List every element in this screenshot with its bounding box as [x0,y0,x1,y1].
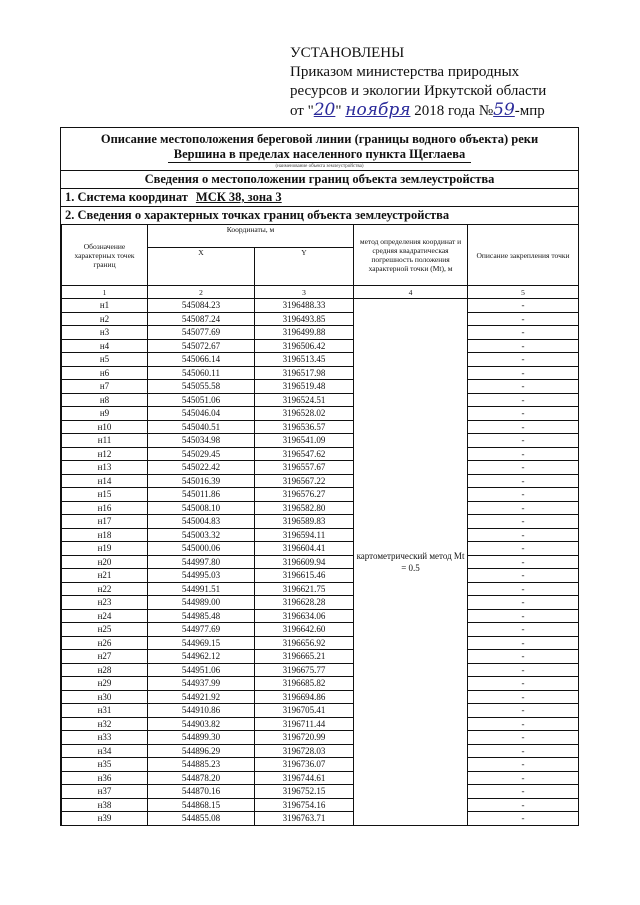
point-id: н10 [62,420,148,434]
point-x: 544985.48 [148,609,255,623]
table-row [62,461,579,475]
point-fixing: - [468,299,579,313]
point-id: н28 [62,663,148,677]
table-row [62,812,579,826]
table-row [62,704,579,718]
table-row [62,569,579,583]
point-id: н15 [62,488,148,502]
point-y: 3196524.51 [255,393,354,407]
table-row [62,528,579,542]
point-y: 3196499.88 [255,326,354,340]
point-fixing: - [468,353,579,367]
point-id: н3 [62,326,148,340]
point-id: н19 [62,542,148,556]
point-y: 3196642.60 [255,623,354,637]
table-row [62,393,579,407]
point-id: н14 [62,474,148,488]
table-row [62,380,579,394]
date-year: 2018 года № [414,103,494,119]
point-y: 3196752.15 [255,785,354,799]
date-prefix: от " [290,103,314,119]
point-x: 545072.67 [148,339,255,353]
point-x: 544962.12 [148,650,255,664]
table-row [62,758,579,772]
title-line-1: Описание местоположения береговой линии (границы водного объекта) реки [100,132,539,146]
title-line-2: Вершина в пределах населенного пункта Щеглаева [168,147,471,163]
point-id: н33 [62,731,148,745]
point-x: 545008.10 [148,501,255,515]
point-y: 3196547.62 [255,447,354,461]
point-y: 3196582.80 [255,501,354,515]
point-id: н4 [62,339,148,353]
point-x: 544910.86 [148,704,255,718]
point-fixing: - [468,542,579,556]
points-table [61,224,579,826]
table-row [62,447,579,461]
point-x: 545029.45 [148,447,255,461]
point-fixing: - [468,366,579,380]
point-y: 3196589.83 [255,515,354,529]
coord-system-label: 1. Система координат [65,190,188,204]
table-row [62,636,579,650]
point-fixing: - [468,393,579,407]
approval-stamp [290,44,546,121]
point-x: 544995.03 [148,569,255,583]
table-row [62,785,579,799]
point-x: 544855.08 [148,812,255,826]
point-fixing: - [468,501,579,515]
point-y: 3196634.06 [255,609,354,623]
point-x: 545066.14 [148,353,255,367]
point-x: 544951.06 [148,663,255,677]
document-sheet [60,127,579,826]
table-row [62,420,579,434]
table-row [62,623,579,637]
point-id: н9 [62,407,148,421]
order-number: 59 [493,100,515,120]
point-id: н32 [62,717,148,731]
point-id: н21 [62,569,148,583]
point-y: 3196763.71 [255,812,354,826]
point-id: н5 [62,353,148,367]
method-cell: картометрический метод Mt = 0.5 [354,299,468,826]
point-y: 3196513.45 [255,353,354,367]
header-coordinates: Координаты, м [148,225,354,248]
order-suffix: -мпр [514,103,545,119]
point-y: 3196506.42 [255,339,354,353]
point-x: 544997.80 [148,555,255,569]
point-x: 544989.00 [148,596,255,610]
header-method: метод определения координат и средняя квадратическая погрешность положения характерной точки (Mt), м [354,225,468,286]
table-row [62,488,579,502]
table-row [62,744,579,758]
point-id: н29 [62,677,148,691]
point-y: 3196665.21 [255,650,354,664]
point-fixing: - [468,569,579,583]
table-row [62,515,579,529]
point-fixing: - [468,461,579,475]
table-row [62,299,579,313]
point-y: 3196728.03 [255,744,354,758]
header-designation: Обозначение характерных точек границ [62,225,148,286]
table-row [62,731,579,745]
header-fixing: Описание закрепления точки [468,225,579,286]
point-x: 544896.29 [148,744,255,758]
point-x: 545060.11 [148,366,255,380]
point-id: н34 [62,744,148,758]
point-x: 544885.23 [148,758,255,772]
table-row [62,326,579,340]
point-id: н37 [62,785,148,799]
point-fixing: - [468,312,579,326]
point-x: 544903.82 [148,717,255,731]
point-x: 544937.99 [148,677,255,691]
table-row [62,366,579,380]
point-y: 3196519.48 [255,380,354,394]
point-fixing: - [468,407,579,421]
point-y: 3196615.46 [255,569,354,583]
point-fixing: - [468,690,579,704]
point-fixing: - [468,596,579,610]
point-y: 3196567.22 [255,474,354,488]
point-fixing: - [468,339,579,353]
table-row [62,312,579,326]
point-x: 545046.04 [148,407,255,421]
header-x: X [148,248,255,286]
point-x: 545011.86 [148,488,255,502]
table-row [62,650,579,664]
point-fixing: - [468,623,579,637]
point-id: н11 [62,434,148,448]
point-y: 3196675.77 [255,663,354,677]
table-row [62,474,579,488]
point-fixing: - [468,609,579,623]
point-fixing: - [468,704,579,718]
point-y: 3196557.67 [255,461,354,475]
table-row [62,798,579,812]
point-id: н16 [62,501,148,515]
point-y: 3196493.85 [255,312,354,326]
point-x: 544868.15 [148,798,255,812]
point-x: 544878.20 [148,771,255,785]
coord-system-value: МСК 38, зона 3 [195,190,282,204]
point-y: 3196604.41 [255,542,354,556]
point-x: 545040.51 [148,420,255,434]
coord-system-row [61,189,578,207]
table-row [62,339,579,353]
table-row [62,609,579,623]
approval-date-line [290,101,546,121]
table-row [62,542,579,556]
point-y: 3196528.02 [255,407,354,421]
point-x: 544991.51 [148,582,255,596]
approval-line-2: Приказом министерства природных [290,64,520,80]
points-section-label: 2. Сведения о характерных точках границ объекта землеустройства [65,208,450,222]
table-row [62,407,579,421]
point-fixing: - [468,812,579,826]
point-id: н18 [62,528,148,542]
point-id: н1 [62,299,148,313]
table-row [62,353,579,367]
point-y: 3196541.09 [255,434,354,448]
table-row [62,771,579,785]
point-y: 3196488.33 [255,299,354,313]
point-id: н6 [62,366,148,380]
point-id: н26 [62,636,148,650]
point-y: 3196628.28 [255,596,354,610]
point-fixing: - [468,515,579,529]
point-id: н30 [62,690,148,704]
point-y: 3196576.27 [255,488,354,502]
section-header: Сведения о местоположении границ объекта землеустройства [61,171,578,189]
point-id: н27 [62,650,148,664]
point-fixing: - [468,731,579,745]
object-caption: (наименование объекта землеустройства) [61,163,578,171]
point-id: н13 [62,461,148,475]
col-number-1: 1 [62,286,148,299]
point-x: 545084.23 [148,299,255,313]
point-id: н31 [62,704,148,718]
point-fixing: - [468,447,579,461]
col-number-5: 5 [468,286,579,299]
point-id: н24 [62,609,148,623]
table-row [62,596,579,610]
table-row [62,501,579,515]
date-quote: " [335,103,342,119]
point-x: 545051.06 [148,393,255,407]
point-fixing: - [468,555,579,569]
point-fixing: - [468,582,579,596]
point-y: 3196536.57 [255,420,354,434]
point-id: н25 [62,623,148,637]
point-x: 545077.69 [148,326,255,340]
point-x: 545034.98 [148,434,255,448]
point-x: 544870.16 [148,785,255,799]
approval-title: УСТАНОВЛЕНЫ [290,45,405,61]
point-y: 3196685.82 [255,677,354,691]
point-fixing: - [468,474,579,488]
approval-line-3: ресурсов и экологии Иркутской области [290,83,547,99]
point-x: 545087.24 [148,312,255,326]
point-id: н8 [62,393,148,407]
point-fixing: - [468,650,579,664]
point-x: 545022.42 [148,461,255,475]
point-id: н2 [62,312,148,326]
point-fixing: - [468,758,579,772]
point-fixing: - [468,717,579,731]
table-row [62,677,579,691]
point-x: 544969.15 [148,636,255,650]
point-id: н38 [62,798,148,812]
header-y: Y [255,248,354,286]
table-row [62,555,579,569]
point-y: 3196621.75 [255,582,354,596]
point-fixing: - [468,663,579,677]
point-id: н22 [62,582,148,596]
point-x: 545000.06 [148,542,255,556]
point-fixing: - [468,677,579,691]
point-y: 3196754.16 [255,798,354,812]
date-month: ноября [345,100,411,120]
point-x: 544899.30 [148,731,255,745]
point-fixing: - [468,434,579,448]
point-id: н35 [62,758,148,772]
point-x: 545003.32 [148,528,255,542]
point-id: н23 [62,596,148,610]
point-fixing: - [468,488,579,502]
point-y: 3196705.41 [255,704,354,718]
point-x: 545004.83 [148,515,255,529]
point-x: 544921.92 [148,690,255,704]
point-fixing: - [468,771,579,785]
point-fixing: - [468,785,579,799]
table-row [62,434,579,448]
point-id: н20 [62,555,148,569]
point-y: 3196720.99 [255,731,354,745]
point-y: 3196694.86 [255,690,354,704]
table-row [62,582,579,596]
point-id: н12 [62,447,148,461]
point-y: 3196711.44 [255,717,354,731]
point-fixing: - [468,636,579,650]
point-y: 3196517.98 [255,366,354,380]
point-y: 3196609.94 [255,555,354,569]
point-y: 3196736.07 [255,758,354,772]
table-row [62,690,579,704]
col-number-4: 4 [354,286,468,299]
table-row [62,717,579,731]
date-day: 20 [313,100,336,120]
col-number-3: 3 [255,286,354,299]
point-id: н36 [62,771,148,785]
point-x: 545055.58 [148,380,255,394]
point-fixing: - [468,744,579,758]
point-y: 3196594.11 [255,528,354,542]
point-fixing: - [468,798,579,812]
point-fixing: - [468,380,579,394]
point-y: 3196744.61 [255,771,354,785]
col-number-2: 2 [148,286,255,299]
point-y: 3196656.92 [255,636,354,650]
point-fixing: - [468,326,579,340]
point-x: 544977.69 [148,623,255,637]
point-id: н7 [62,380,148,394]
point-fixing: - [468,528,579,542]
point-id: н39 [62,812,148,826]
point-id: н17 [62,515,148,529]
document-title [61,127,578,163]
points-table-body [62,299,579,826]
point-fixing: - [468,420,579,434]
table-row [62,663,579,677]
point-x: 545016.39 [148,474,255,488]
